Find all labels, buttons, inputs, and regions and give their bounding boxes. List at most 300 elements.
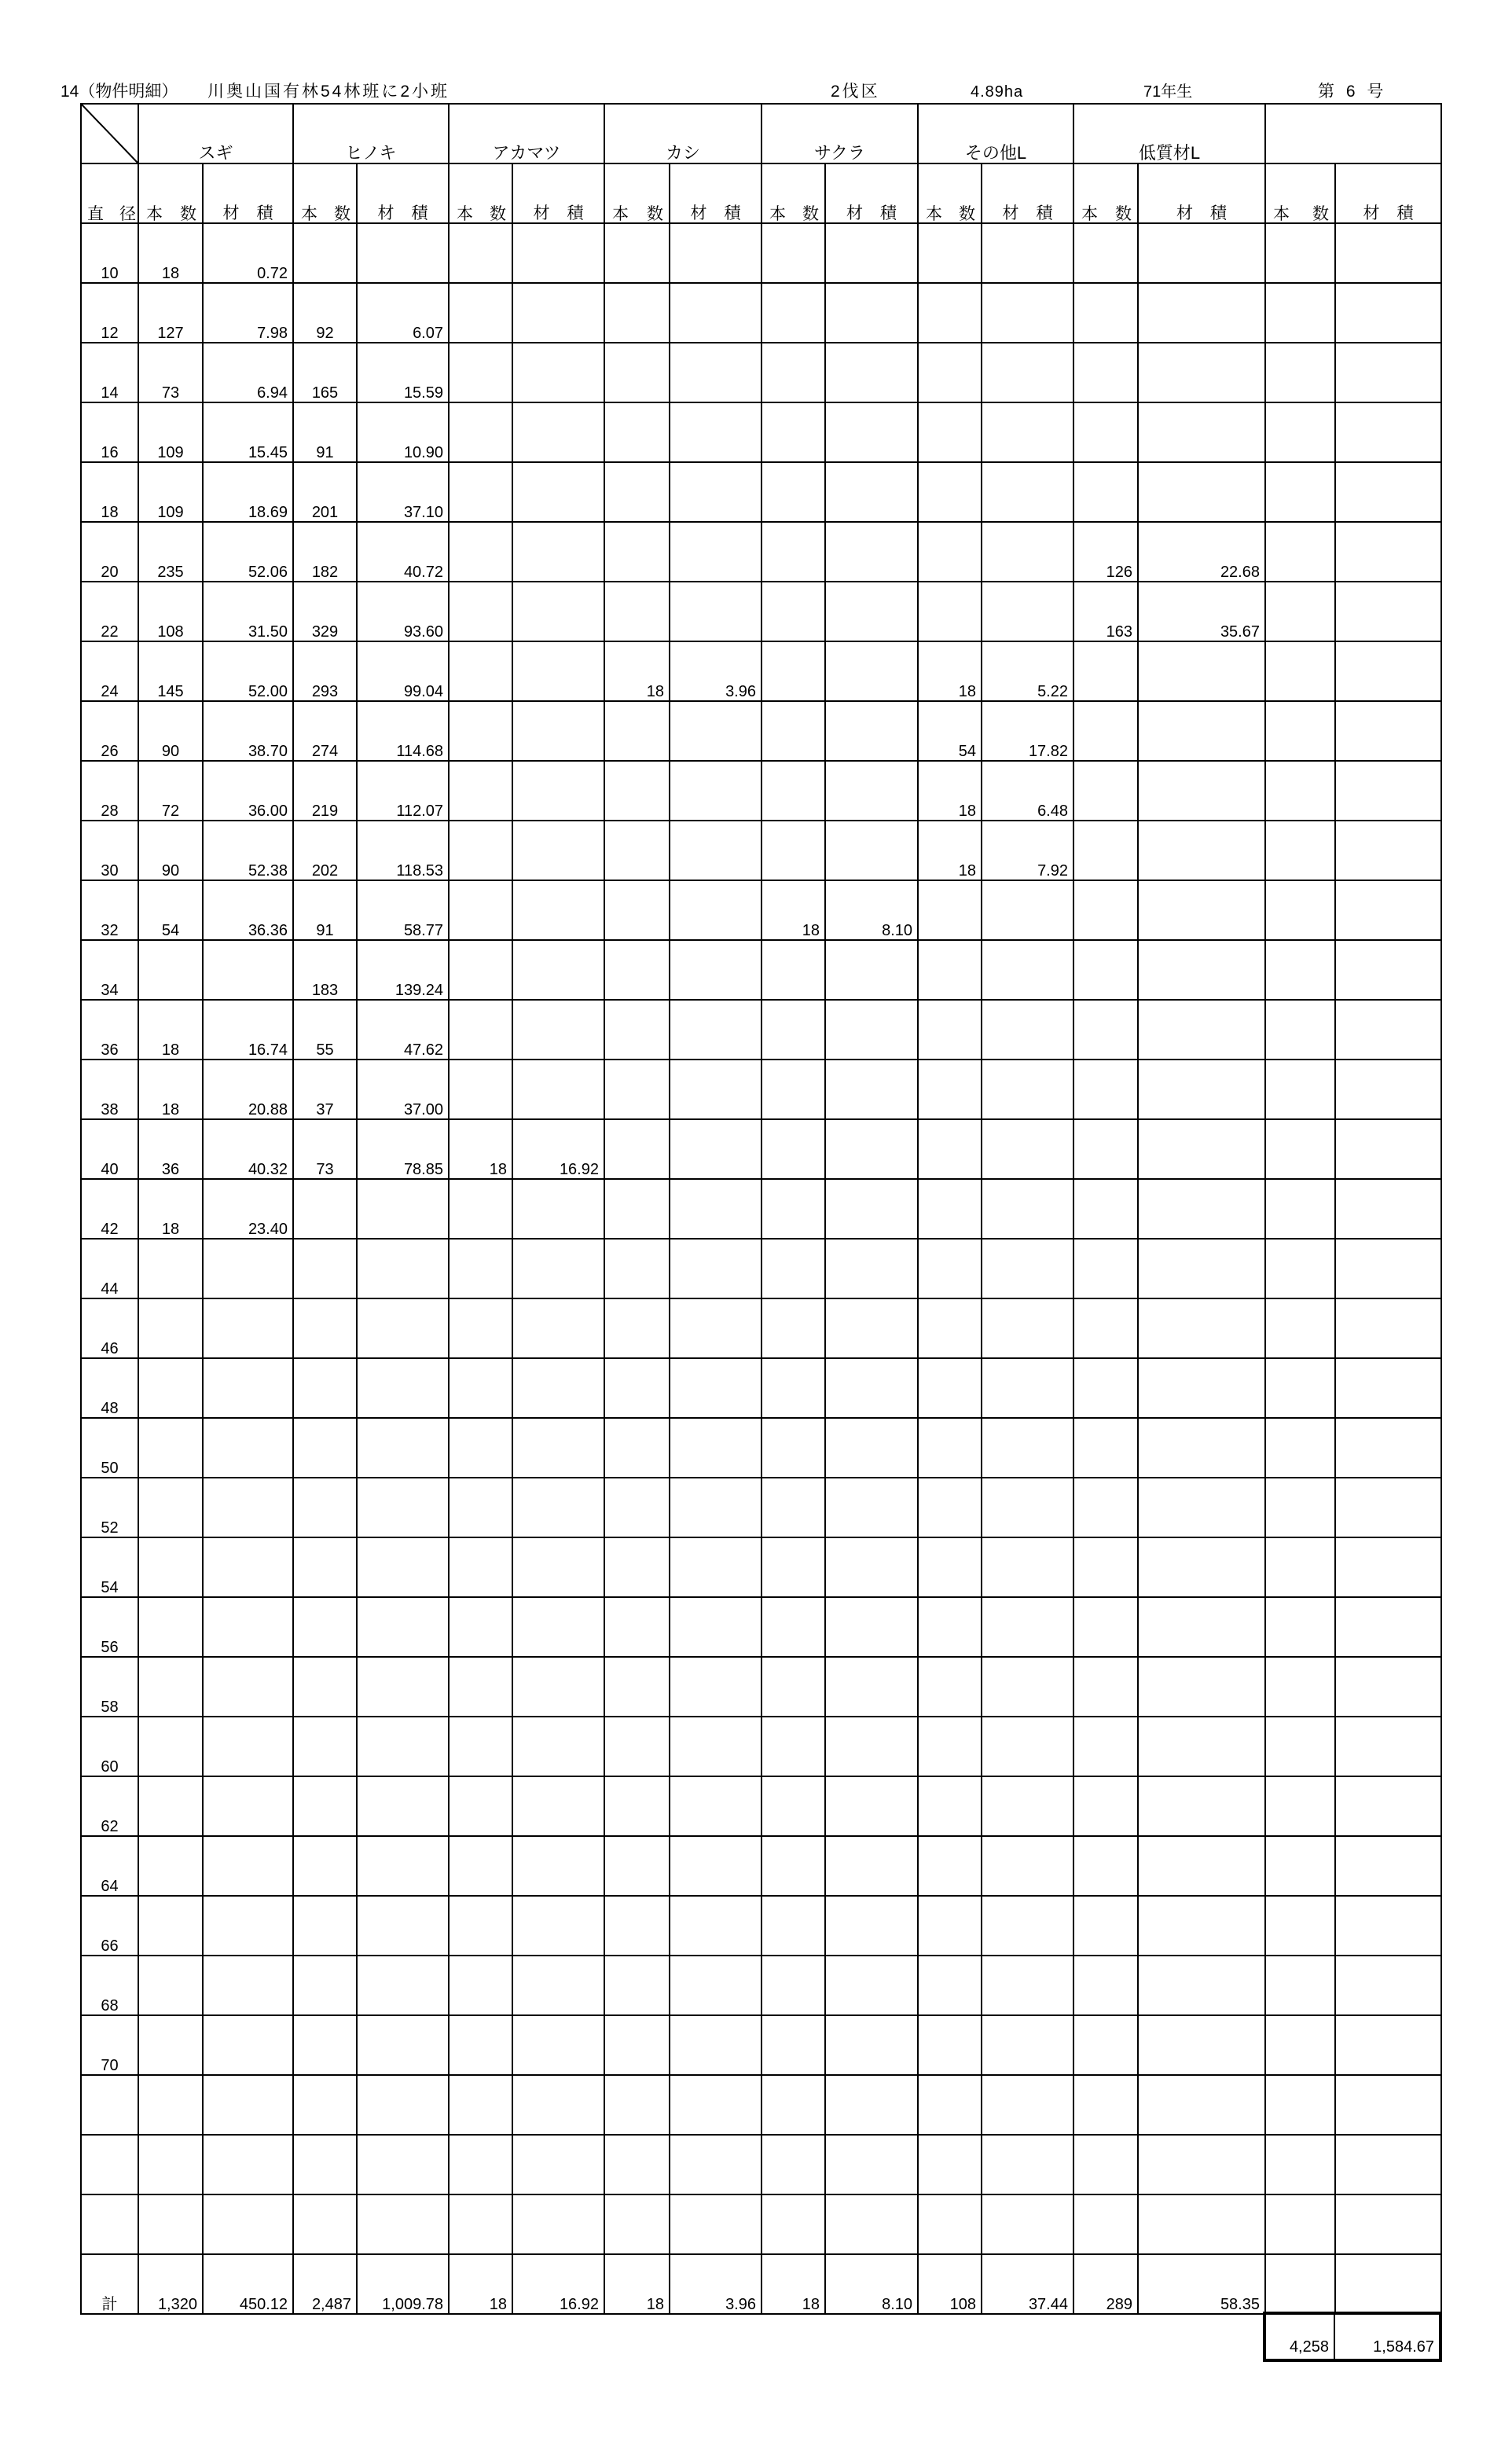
low-quality-count-cell: 126 (1074, 523, 1139, 582)
diameter-cell: 20 (82, 523, 139, 582)
akamatsu-volume-cell (513, 1359, 605, 1419)
low-quality-count-cell (1074, 1837, 1139, 1897)
blank-volume-cell (1336, 1956, 1442, 2016)
sakura-count-cell (762, 2136, 826, 2195)
diameter-cell: 30 (82, 821, 139, 881)
low-quality-volume-cell (1139, 403, 1266, 463)
blank-count-cell (1266, 1419, 1336, 1478)
blank-volume-cell (1336, 1717, 1442, 1777)
sugi-volume-cell (204, 2136, 294, 2195)
hinoki-volume-cell (358, 1419, 450, 1478)
sakura-volume-cell (826, 1180, 919, 1240)
kashi-count-cell: 18 (605, 2255, 670, 2315)
diameter-cell: 70 (82, 2016, 139, 2076)
akamatsu-volume-cell: 16.92 (513, 1120, 605, 1180)
species-header-other: その他L (919, 105, 1074, 164)
hinoki-volume-cell: 93.60 (358, 582, 450, 642)
akamatsu-volume-cell (513, 403, 605, 463)
blank-count-cell (1266, 1538, 1336, 1598)
blank-count-cell (1266, 2136, 1336, 2195)
sugi-volume-cell (204, 1240, 294, 1299)
diameter-cell: 52 (82, 1478, 139, 1538)
blank-volume-cell (1336, 1658, 1442, 1717)
low-quality-volume-cell (1139, 343, 1266, 403)
sugi-count-cell: 109 (139, 403, 204, 463)
sakura-volume-cell (826, 1777, 919, 1837)
kashi-volume-cell (670, 1299, 762, 1359)
blank-count-header (1266, 164, 1336, 224)
akamatsu-count-cell (450, 1717, 513, 1777)
low-quality-count-cell (1074, 1538, 1139, 1598)
sugi-count-cell: 127 (139, 284, 204, 343)
akamatsu-volume-cell (513, 1299, 605, 1359)
table-row (82, 1658, 1442, 1717)
blank-count-cell (1266, 463, 1336, 523)
diameter-cell: 10 (82, 224, 139, 284)
label-char: 数 (1115, 205, 1132, 223)
blank-count-cell (1266, 1180, 1336, 1240)
sugi-volume-cell (204, 1897, 294, 1956)
kashi-volume-cell (670, 1001, 762, 1060)
blank-volume-cell (1336, 2255, 1442, 2315)
low-quality-count-cell (1074, 1001, 1139, 1060)
kashi-volume-cell (670, 1419, 762, 1478)
blank-count-cell (1266, 1717, 1336, 1777)
sakura-volume-cell: 8.10 (826, 2255, 919, 2315)
label-char: 本 (301, 205, 317, 223)
table-row (82, 1897, 1442, 1956)
sugi-count-cell (139, 1538, 204, 1598)
low-quality-count-cell: 289 (1074, 2255, 1139, 2315)
blank-volume-cell (1336, 1777, 1442, 1837)
other-volume-cell (982, 463, 1074, 523)
label-char: 本 (146, 205, 163, 223)
low-quality-count-cell (1074, 1359, 1139, 1419)
other-count-cell: 108 (919, 2255, 982, 2315)
other-volume-header (982, 164, 1074, 224)
akamatsu-volume-cell: 16.92 (513, 2255, 605, 2315)
label-char: 本 (1081, 205, 1098, 223)
other-volume-cell (982, 523, 1074, 582)
other-volume-cell (982, 343, 1074, 403)
other-volume-cell (982, 1180, 1074, 1240)
blank-count-cell (1266, 224, 1336, 284)
sugi-count-cell: 36 (139, 1120, 204, 1180)
other-count-cell (919, 1120, 982, 1180)
sakura-count-cell (762, 1777, 826, 1837)
table-row (82, 762, 1442, 821)
low-quality-volume-cell: 35.67 (1139, 582, 1266, 642)
blank-volume-cell (1336, 224, 1442, 284)
table-row (82, 1538, 1442, 1598)
blank-volume-cell (1336, 2016, 1442, 2076)
low-quality-volume-cell (1139, 1359, 1266, 1419)
kashi-volume-cell (670, 582, 762, 642)
hinoki-volume-cell: 37.10 (358, 463, 450, 523)
table-row (82, 1299, 1442, 1359)
akamatsu-count-cell (450, 523, 513, 582)
blank-count-cell (1266, 284, 1336, 343)
species-header-hinoki: ヒノキ (294, 105, 450, 164)
blank-count-cell (1266, 1777, 1336, 1837)
label-char: 本 (769, 205, 786, 223)
table-row (82, 1837, 1442, 1897)
sugi-volume-cell: 31.50 (204, 582, 294, 642)
sakura-volume-cell (826, 1897, 919, 1956)
other-volume-cell (982, 1060, 1074, 1120)
sakura-volume-cell (826, 224, 919, 284)
document-reference: 14（物件明細） (61, 83, 178, 101)
akamatsu-count-cell (450, 1956, 513, 2016)
akamatsu-count-cell: 18 (450, 2255, 513, 2315)
akamatsu-count-cell (450, 1240, 513, 1299)
blank-count-cell (1266, 343, 1336, 403)
low-quality-volume-cell (1139, 1717, 1266, 1777)
other-count-cell (919, 1359, 982, 1419)
other-count-cell: 18 (919, 821, 982, 881)
akamatsu-count-cell (450, 284, 513, 343)
kashi-count-cell (605, 1956, 670, 2016)
akamatsu-volume-cell (513, 702, 605, 762)
akamatsu-volume-cell (513, 1240, 605, 1299)
sakura-count-cell (762, 1060, 826, 1120)
akamatsu-count-cell (450, 1777, 513, 1837)
akamatsu-count-cell (450, 582, 513, 642)
table-row (82, 1956, 1442, 2016)
low-quality-volume-cell (1139, 1956, 1266, 2016)
sugi-volume-cell: 7.98 (204, 284, 294, 343)
akamatsu-count-cell: 18 (450, 1120, 513, 1180)
kashi-count-cell (605, 762, 670, 821)
blank-count-cell (1266, 642, 1336, 702)
blank-volume-cell (1336, 523, 1442, 582)
kashi-volume-cell (670, 1180, 762, 1240)
sugi-count-cell (139, 2136, 204, 2195)
blank-volume-cell (1336, 941, 1442, 1001)
diameter-cell: 66 (82, 1897, 139, 1956)
other-volume-cell (982, 1897, 1074, 1956)
other-count-cell (919, 1598, 982, 1658)
sakura-volume-cell (826, 1299, 919, 1359)
hinoki-volume-cell: 6.07 (358, 284, 450, 343)
label-char: 本 (926, 205, 942, 223)
sugi-count-cell: 73 (139, 343, 204, 403)
blank-volume-cell (1336, 881, 1442, 941)
kashi-count-cell (605, 1478, 670, 1538)
low-quality-volume-cell (1139, 702, 1266, 762)
low-quality-count-cell (1074, 1478, 1139, 1538)
akamatsu-count-cell (450, 2136, 513, 2195)
sakura-volume-cell (826, 1359, 919, 1419)
low-quality-volume-cell (1139, 1897, 1266, 1956)
low-quality-count-cell (1074, 2076, 1139, 2136)
hinoki-count-cell: 182 (294, 523, 358, 582)
hinoki-count-cell: 293 (294, 642, 358, 702)
akamatsu-volume-cell (513, 1897, 605, 1956)
table-row (82, 463, 1442, 523)
sugi-volume-cell: 36.00 (204, 762, 294, 821)
akamatsu-count-cell (450, 1837, 513, 1897)
diameter-cell: 64 (82, 1837, 139, 1897)
diameter-cell: 36 (82, 1001, 139, 1060)
low-quality-count-cell (1074, 1897, 1139, 1956)
hinoki-count-cell: 92 (294, 284, 358, 343)
sugi-count-cell: 54 (139, 881, 204, 941)
label-char: 本 (612, 205, 629, 223)
other-count-cell (919, 1897, 982, 1956)
kashi-volume-cell (670, 1897, 762, 1956)
hinoki-count-cell (294, 2016, 358, 2076)
sakura-count-cell (762, 582, 826, 642)
low-quality-count-cell (1074, 463, 1139, 523)
other-count-cell (919, 1717, 982, 1777)
diameter-cell (82, 2195, 139, 2255)
low-quality-volume-cell (1139, 224, 1266, 284)
other-count-cell (919, 1180, 982, 1240)
other-count-cell (919, 1299, 982, 1359)
kashi-count-cell (605, 1538, 670, 1598)
label-char: 材 (1363, 204, 1380, 222)
other-volume-cell (982, 2076, 1074, 2136)
blank-volume-cell (1336, 1359, 1442, 1419)
sugi-count-header (139, 164, 204, 224)
other-volume-cell (982, 1658, 1074, 1717)
hinoki-volume-cell (358, 1299, 450, 1359)
kashi-volume-cell (670, 1538, 762, 1598)
label-char: 径 (119, 205, 136, 223)
table-row (82, 224, 1442, 284)
low-quality-count-cell: 163 (1074, 582, 1139, 642)
low-quality-volume-cell (1139, 941, 1266, 1001)
kashi-volume-cell (670, 1837, 762, 1897)
header-row-subcolumns (82, 164, 1442, 224)
low-quality-count-cell (1074, 224, 1139, 284)
hinoki-count-cell (294, 1777, 358, 1837)
hinoki-volume-cell: 40.72 (358, 523, 450, 582)
kashi-count-cell (605, 1897, 670, 1956)
sugi-volume-cell: 52.38 (204, 821, 294, 881)
sugi-count-cell: 1,320 (139, 2255, 204, 2315)
sakura-count-cell: 18 (762, 881, 826, 941)
sheet-number: 第 6 号 (1318, 83, 1384, 101)
blank-count-cell (1266, 1837, 1336, 1897)
sakura-volume-cell (826, 1060, 919, 1120)
blank-count-cell (1266, 821, 1336, 881)
hinoki-count-cell: 55 (294, 1001, 358, 1060)
blank-count-cell (1266, 762, 1336, 821)
akamatsu-volume-cell (513, 1598, 605, 1658)
sakura-count-cell (762, 2076, 826, 2136)
label-char: 材 (1002, 204, 1019, 222)
low-quality-volume-cell (1139, 1299, 1266, 1359)
label-char: 積 (1396, 204, 1414, 222)
sugi-count-cell (139, 1777, 204, 1837)
hinoki-volume-cell: 58.77 (358, 881, 450, 941)
blank-volume-cell (1336, 821, 1442, 881)
low-quality-count-cell (1074, 821, 1139, 881)
kashi-volume-cell (670, 1060, 762, 1120)
blank-volume-cell (1336, 1598, 1442, 1658)
low-quality-volume-cell (1139, 1777, 1266, 1837)
sakura-count-cell (762, 1299, 826, 1359)
other-count-cell (919, 403, 982, 463)
sugi-volume-cell: 450.12 (204, 2255, 294, 2315)
hinoki-volume-cell: 99.04 (358, 642, 450, 702)
blank-volume-cell (1336, 1299, 1442, 1359)
kashi-count-cell (605, 2076, 670, 2136)
diameter-cell (82, 2076, 139, 2136)
diameter-cell: 32 (82, 881, 139, 941)
sugi-count-cell: 18 (139, 1001, 204, 1060)
akamatsu-count-cell (450, 1419, 513, 1478)
other-volume-cell (982, 1299, 1074, 1359)
kashi-count-header (605, 164, 670, 224)
sakura-volume-cell (826, 463, 919, 523)
akamatsu-volume-cell (513, 463, 605, 523)
sakura-volume-cell (826, 2076, 919, 2136)
label-char: 積 (880, 204, 897, 222)
sugi-volume-cell (204, 1538, 294, 1598)
other-count-cell (919, 1001, 982, 1060)
table-row (82, 941, 1442, 1001)
other-volume-cell (982, 1359, 1074, 1419)
species-header-blank (1266, 105, 1442, 164)
akamatsu-volume-cell (513, 1956, 605, 2016)
location-title: 川奥山国有林54林班に2小班 (207, 83, 450, 101)
blank-count-cell (1266, 1897, 1336, 1956)
diameter-cell: 48 (82, 1359, 139, 1419)
diameter-cell: 44 (82, 1240, 139, 1299)
label-char: 数 (959, 205, 975, 223)
hinoki-volume-cell (358, 1180, 450, 1240)
other-count-cell (919, 1837, 982, 1897)
blank-volume-cell (1336, 2076, 1442, 2136)
kashi-count-cell (605, 2016, 670, 2076)
sugi-volume-cell: 38.70 (204, 702, 294, 762)
akamatsu-count-cell (450, 1060, 513, 1120)
hinoki-volume-cell: 1,009.78 (358, 2255, 450, 2315)
blank-count-cell (1266, 881, 1336, 941)
sugi-volume-cell (204, 1419, 294, 1478)
table-row (82, 343, 1442, 403)
species-header-sakura: サクラ (762, 105, 919, 164)
akamatsu-count-cell (450, 642, 513, 702)
table-row (82, 582, 1442, 642)
low-quality-count-cell (1074, 2195, 1139, 2255)
hinoki-volume-cell (358, 2076, 450, 2136)
akamatsu-count-header (450, 164, 513, 224)
diameter-cell: 12 (82, 284, 139, 343)
akamatsu-count-cell (450, 2016, 513, 2076)
table-row (82, 1777, 1442, 1837)
hinoki-count-cell (294, 1240, 358, 1299)
sakura-count-cell (762, 1598, 826, 1658)
sakura-volume-cell (826, 1419, 919, 1478)
kashi-volume-cell (670, 2076, 762, 2136)
akamatsu-volume-cell (513, 1419, 605, 1478)
akamatsu-volume-cell (513, 2195, 605, 2255)
kashi-volume-cell (670, 1240, 762, 1299)
other-volume-cell: 6.48 (982, 762, 1074, 821)
blank-count-cell (1266, 1956, 1336, 2016)
other-volume-cell (982, 1956, 1074, 2016)
akamatsu-count-cell (450, 941, 513, 1001)
low-quality-count-cell (1074, 403, 1139, 463)
label-char: 本 (1273, 205, 1290, 223)
sakura-volume-cell (826, 403, 919, 463)
other-count-cell (919, 1478, 982, 1538)
akamatsu-count-cell (450, 463, 513, 523)
sakura-volume-cell: 8.10 (826, 881, 919, 941)
kashi-volume-cell (670, 403, 762, 463)
blank-count-cell (1266, 1359, 1336, 1419)
low-quality-count-cell (1074, 762, 1139, 821)
table-row (82, 2136, 1442, 2195)
low-quality-count-cell (1074, 1777, 1139, 1837)
sakura-volume-cell (826, 582, 919, 642)
low-quality-volume-cell (1139, 821, 1266, 881)
table-row (82, 1001, 1442, 1060)
sugi-volume-cell (204, 1359, 294, 1419)
sugi-count-cell (139, 1956, 204, 2016)
sakura-count-cell (762, 762, 826, 821)
sugi-volume-cell: 36.36 (204, 881, 294, 941)
low-quality-count-cell (1074, 1419, 1139, 1478)
hinoki-count-cell: 183 (294, 941, 358, 1001)
low-quality-volume-cell (1139, 1419, 1266, 1478)
sakura-count-header (762, 164, 826, 224)
akamatsu-count-cell (450, 762, 513, 821)
table-row (82, 881, 1442, 941)
hinoki-volume-cell (358, 1240, 450, 1299)
sakura-count-cell (762, 224, 826, 284)
other-count-cell (919, 1419, 982, 1478)
blank-count-cell (1266, 2255, 1336, 2315)
other-count-cell (919, 1658, 982, 1717)
blank-volume-cell (1336, 1897, 1442, 1956)
table-row (82, 284, 1442, 343)
table-row (82, 1717, 1442, 1777)
kashi-count-cell (605, 1001, 670, 1060)
diameter-header (82, 164, 139, 224)
blank-count-cell (1266, 1001, 1336, 1060)
kashi-count-cell (605, 1658, 670, 1717)
table-row (82, 1240, 1442, 1299)
kashi-count-cell (605, 1240, 670, 1299)
sakura-volume-cell (826, 821, 919, 881)
hinoki-count-cell (294, 1837, 358, 1897)
header-row-species (82, 105, 1442, 164)
diameter-cell: 22 (82, 582, 139, 642)
kashi-volume-cell (670, 1717, 762, 1777)
label-char: 積 (1036, 204, 1053, 222)
diameter-cell: 28 (82, 762, 139, 821)
hinoki-volume-cell (358, 1478, 450, 1538)
sakura-volume-cell (826, 642, 919, 702)
sugi-volume-cell (204, 941, 294, 1001)
kashi-volume-cell (670, 702, 762, 762)
akamatsu-volume-cell (513, 941, 605, 1001)
other-count-cell (919, 941, 982, 1001)
blank-volume-cell (1336, 343, 1442, 403)
table-row (82, 1598, 1442, 1658)
species-header-sugi: スギ (139, 105, 294, 164)
diameter-cell: 16 (82, 403, 139, 463)
other-volume-cell (982, 284, 1074, 343)
blank-volume-cell (1336, 1538, 1442, 1598)
hinoki-count-cell: 202 (294, 821, 358, 881)
blank-volume-cell (1336, 463, 1442, 523)
